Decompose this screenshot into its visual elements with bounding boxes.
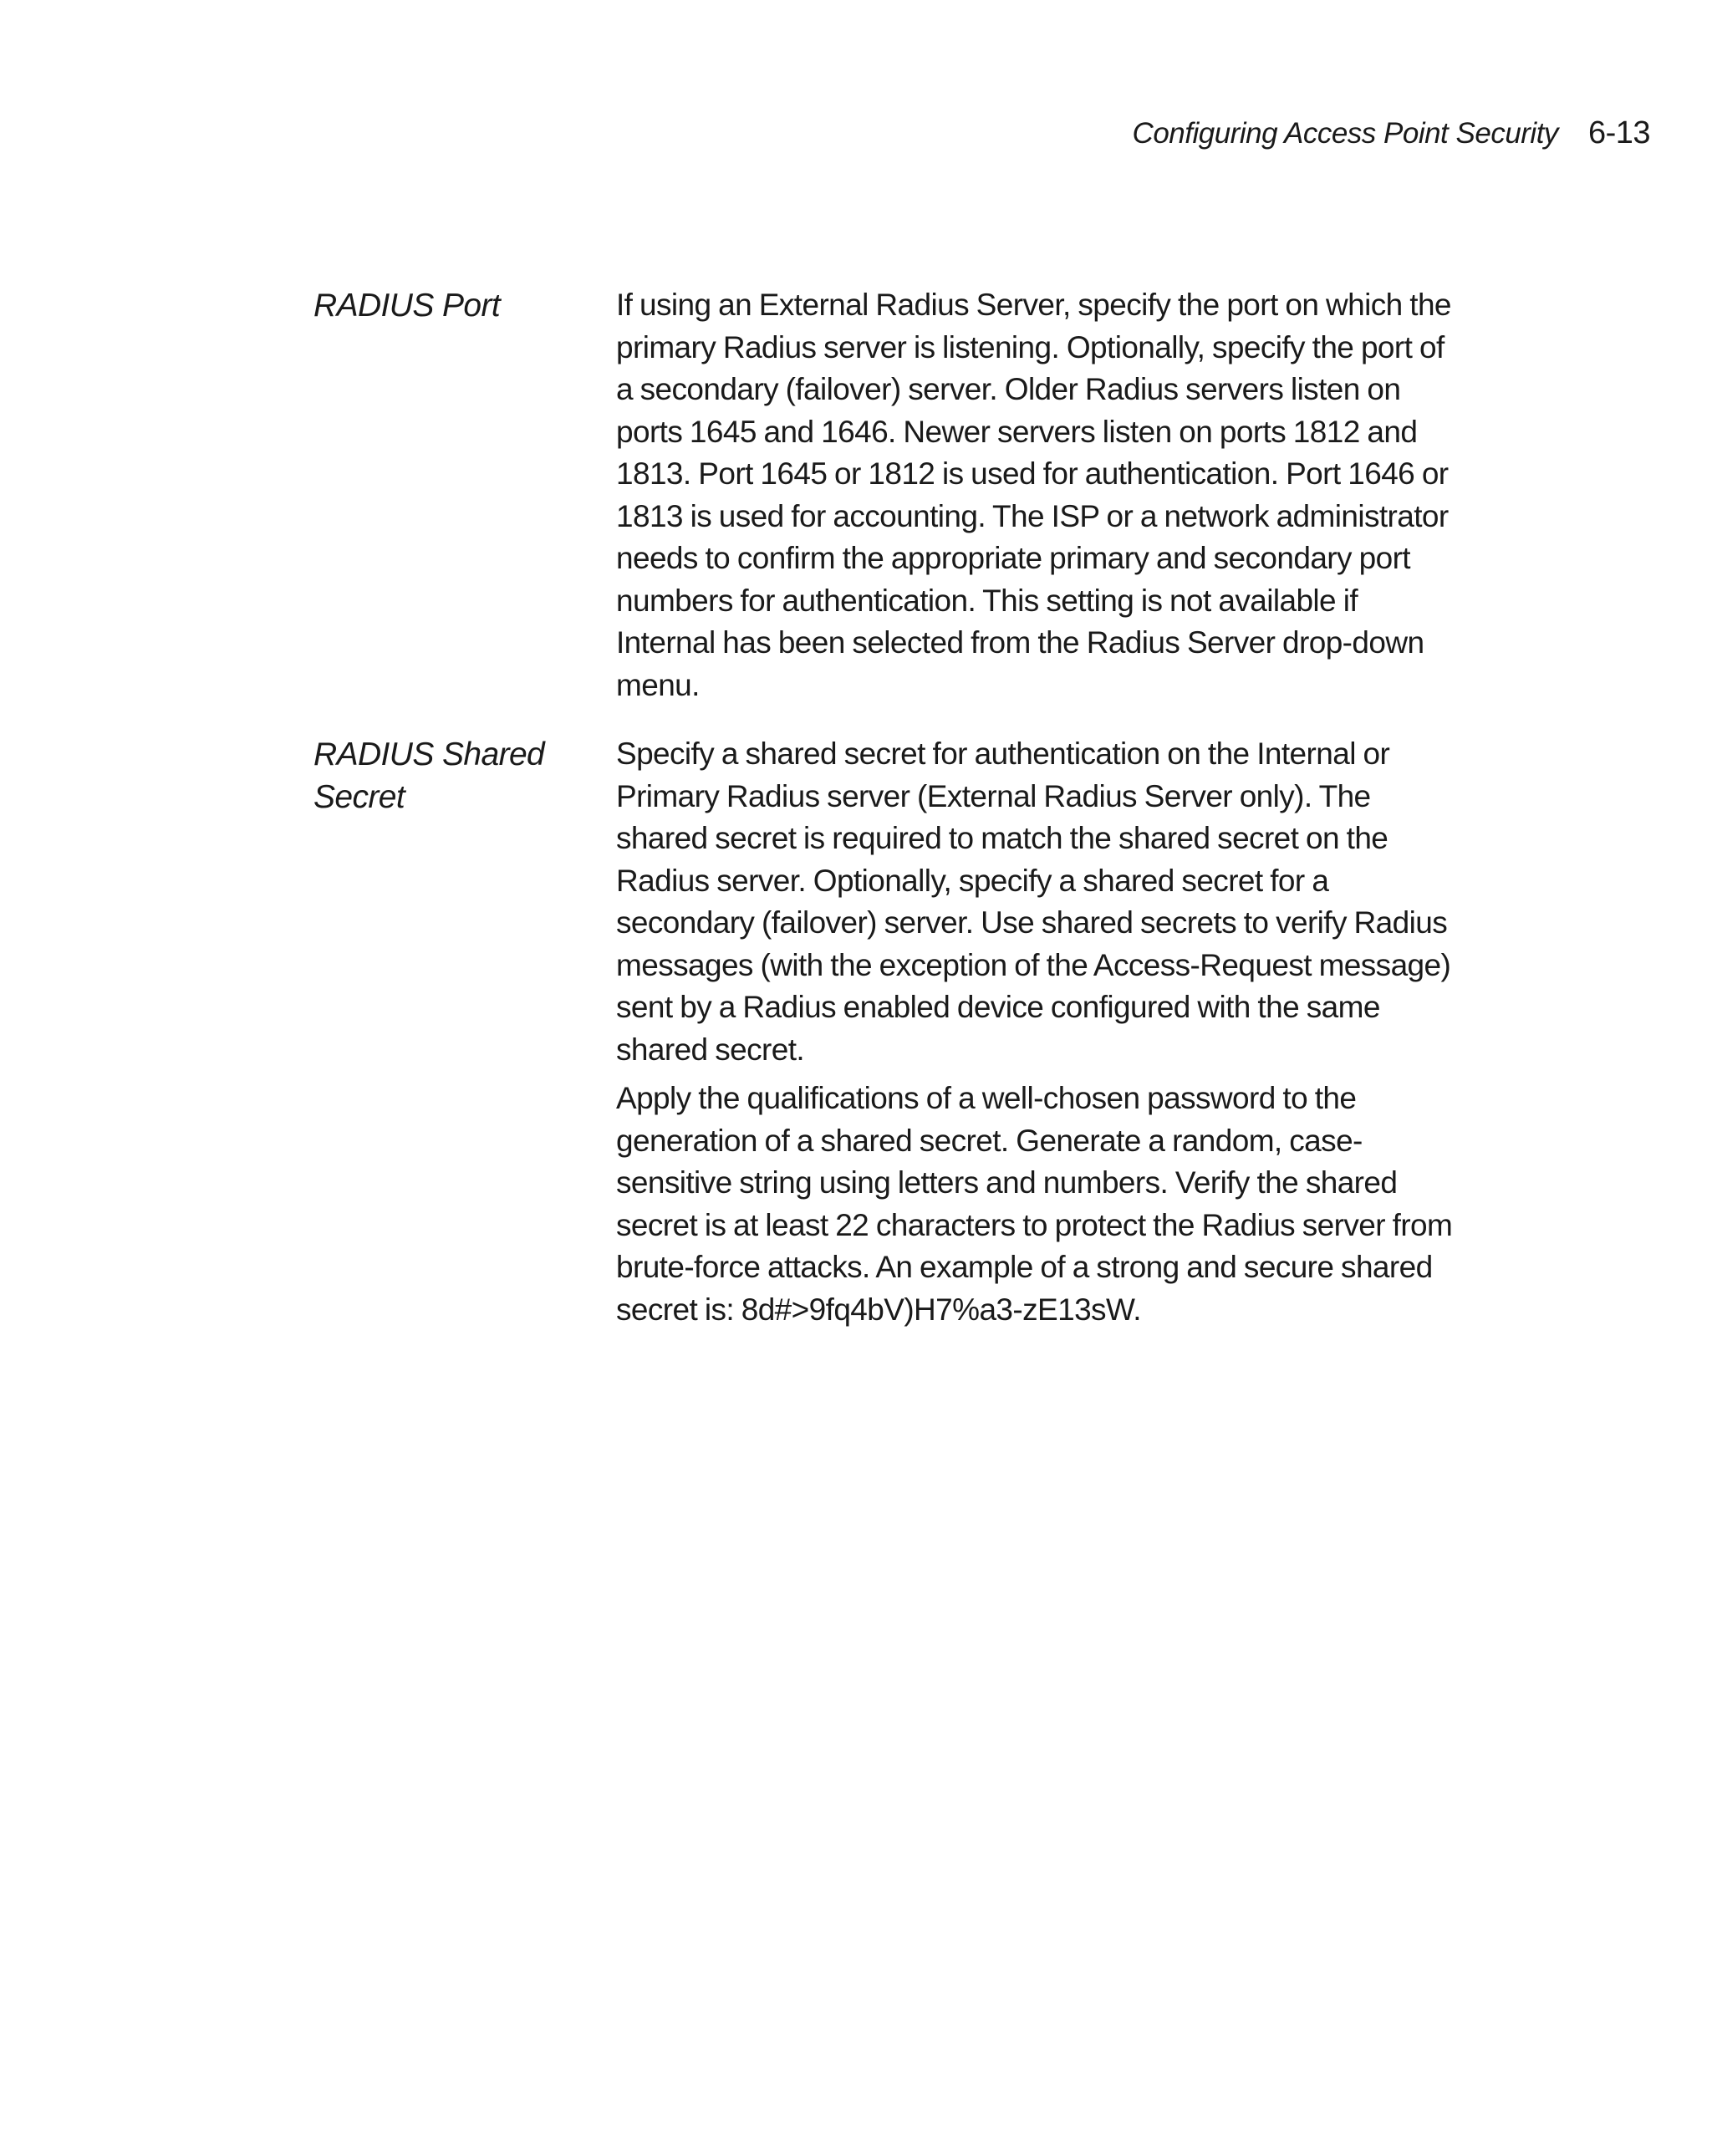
definition-list bbox=[313, 284, 1459, 1358]
term-radius-shared-secret: RADIUS Shared Secret bbox=[313, 737, 545, 815]
running-header bbox=[1133, 115, 1650, 151]
definition-radius-shared-secret bbox=[616, 733, 1459, 1338]
definition-row-radius-shared-secret bbox=[313, 733, 1459, 1338]
definition-radius-port bbox=[616, 284, 1459, 713]
definition-paragraph: Apply the qualifications of a well-chosen password to the generation of a shared secret. Generate a random, case-sensitive string using letters and numbers. Verify the shared secret is at least 22 characters to protect the Radius server from brute-force attacks. An example of a strong and secure shared secret is: 8d#>9fq4bV)H7%a3-zE13sW. bbox=[616, 1081, 1453, 1327]
definition-paragraph: If using an External Radius Server, specify the port on which the primary Radius server is listening. Optionally, specify the port of a secondary (failover) server. Older Radius servers listen on ports 1645 and 1646. Newer servers listen on ports 1812 and 1813. Port 1645 or 1812 is used for authentication. Port 1646 or 1813 is used for accounting. The ISP or a network administrator needs to confirm the appropriate primary and secondary port numbers for authentication. This setting is not available if Internal has been selected from the Radius Server drop-down menu. bbox=[616, 288, 1451, 702]
section-title: Configuring Access Point Security bbox=[1132, 117, 1558, 150]
definition-paragraph: Specify a shared secret for authentication on the Internal or Primary Radius server (External Radius Server only). The shared secret is required to match the shared secret on the Radius server. Optionally, specify a shared secret for a secondary (failover) server. Use shared secrets to verify Radius messages (with the exception of the Access-Request message) sent by a Radius enabled device configured with the same shared secret. bbox=[616, 737, 1451, 1067]
term-radius-port: RADIUS Port bbox=[313, 288, 501, 324]
definition-row-radius-port bbox=[313, 284, 1459, 713]
page-number: 6-13 bbox=[1587, 115, 1650, 150]
